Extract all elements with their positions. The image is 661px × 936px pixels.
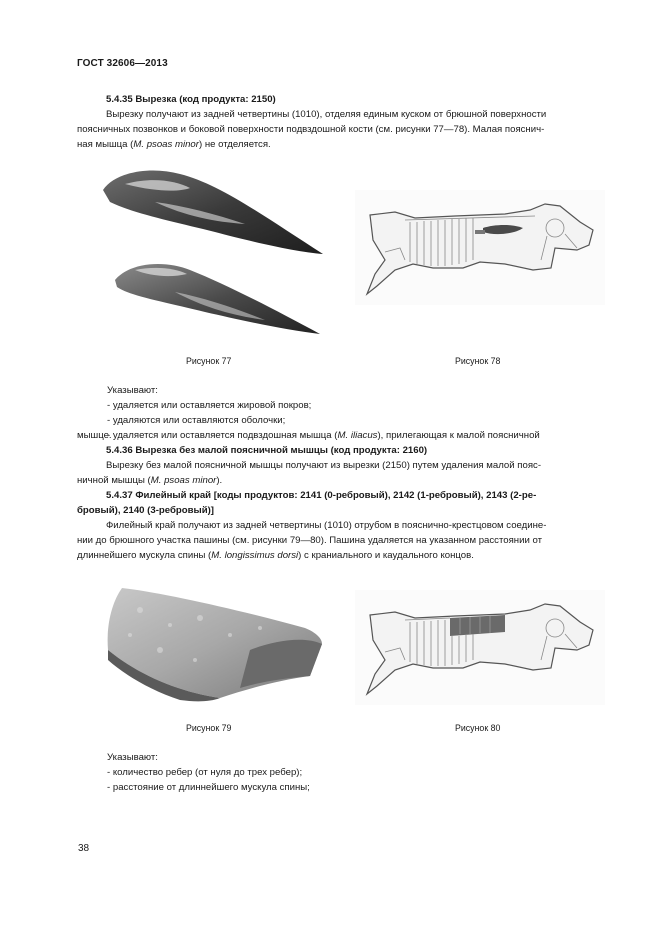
section-5-4-37-line2: нии до брюшного участка пашины (см. рисунки 79—80). Пашина удаляется на указанном расстоянии от — [77, 535, 542, 546]
section-5-4-37-heading-2: бровый), 2140 (3-ребровый)] — [77, 505, 214, 516]
figure-77-caption: Рисунок 77 — [186, 356, 232, 366]
figure-79-striploin-image — [100, 580, 335, 705]
figure-79-caption: Рисунок 79 — [186, 723, 232, 733]
section-5-4-35-heading: 5.4.35 Вырезка (код продукта: 2150) — [106, 94, 276, 105]
list-2-title: Указывают: — [107, 752, 158, 763]
section-5-4-37-line1: Филейный край получают из задней четвертины (1010) отрубом в пояснично-крестцовом соедине- — [106, 520, 547, 531]
section-5-4-37-line3: длиннейшего мускула спины (M. longissimus dorsi) с краниального и каудального концов. — [77, 550, 474, 561]
list-1-title: Указывают: — [107, 385, 158, 396]
list-item: - количество ребер (от нуля до трех ребер); — [107, 767, 303, 778]
figure-77-tenderloin-image — [95, 162, 330, 342]
section-5-4-35-line1: Вырезку получают из задней четвертины (1010), отделяя единым куском от брюшной поверхности — [106, 109, 547, 120]
section-5-4-35-line3: ная мышца (M. psoas minor) не отделяется. — [77, 139, 271, 150]
list-item: - удаляется или оставляется подвздошная мышца (M. iliacus), прилегающая к малой поясничной — [107, 430, 540, 441]
list-1-item-3-continuation: мышце. — [77, 430, 112, 441]
figure-80-carcass-diagram — [355, 590, 605, 705]
list-item: - удаляются или оставляются оболочки; — [107, 415, 286, 426]
list-item: - удаляется или оставляется жировой покров; — [107, 400, 312, 411]
list-2 — [107, 750, 615, 795]
page-number: 38 — [78, 843, 90, 854]
document-header: ГОСТ 32606—2013 — [77, 58, 168, 69]
section-5-4-36-heading: 5.4.36 Вырезка без малой поясничной мышцы (код продукта: 2160) — [106, 445, 428, 456]
list-item: - расстояние от длиннейшего мускула спины; — [107, 782, 310, 793]
section-5-4-36-line2: ничной мышцы (M. psoas minor). — [77, 475, 223, 486]
figure-80-caption: Рисунок 80 — [455, 723, 501, 733]
figure-78-carcass-diagram — [355, 190, 605, 305]
section-5-4-37-heading-1: 5.4.37 Филейный край [коды продуктов: 2141 (0-ребровый), 2142 (1-ребровый), 2143 (2-ре- — [106, 490, 537, 501]
figure-78-caption: Рисунок 78 — [455, 356, 501, 366]
section-5-4-36-line1: Вырезку без малой поясничной мышцы получают из вырезки (2150) путем удаления малой пояс- — [106, 460, 542, 471]
section-5-4-35-line2: поясничных позвонков и боковой поверхности подвздошной кости (см. рисунки 77—78). Малая пояснич- — [77, 124, 545, 135]
